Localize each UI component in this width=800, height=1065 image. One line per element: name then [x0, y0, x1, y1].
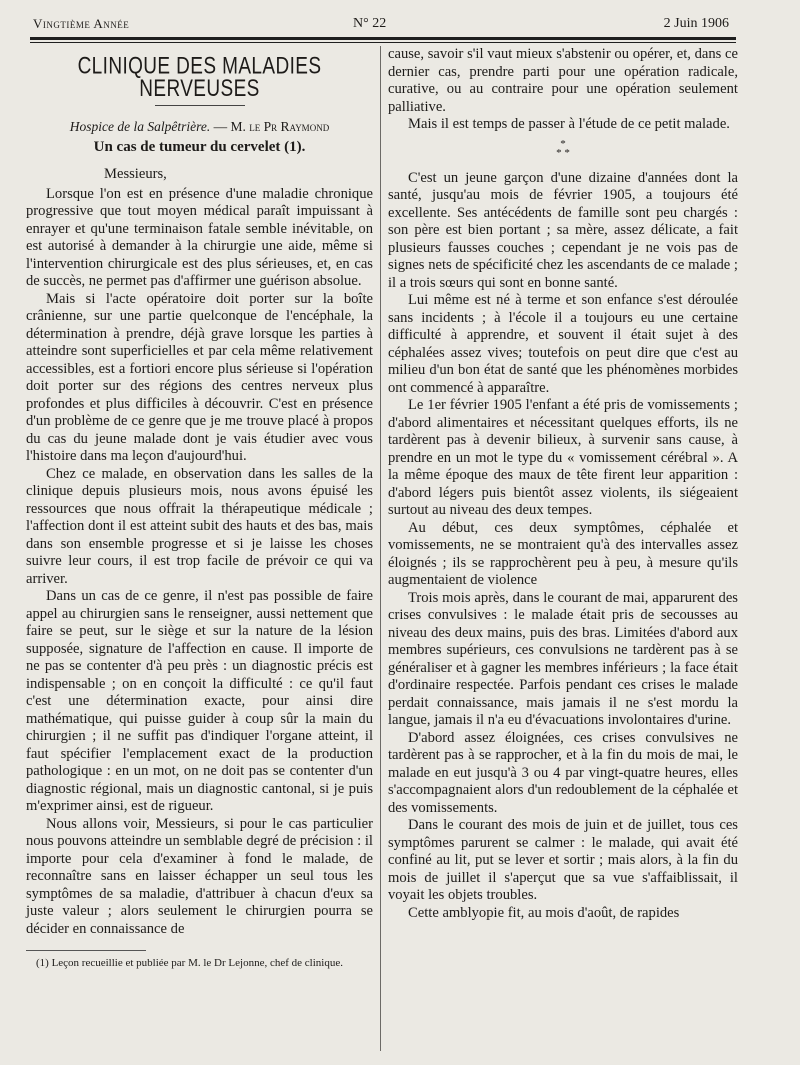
left-column	[26, 52, 373, 1052]
paragraph: Trois mois après, dans le courant de mai, apparurent des crises convulsives : le malade était pris de secousses au niveau des deux mains, puis des bras. Limitées d'abord aux membres supérieurs, ces convulsions ne tardèrent pas à se généraliser et à gagner les membres inférieurs ; la face était d'ordinaire respectée. Parfois pendant ces crises le malade perdait connaissance, mais jamais il ne s'est mordu la langue, jamais il n'a eu d'évacuations involontaires d'urine.	[388, 589, 738, 728]
paragraph: Mais il est temps de passer à l'étude de ce petit malade.	[408, 116, 730, 132]
lecture-title: Un cas de tumeur du cervelet (1).	[93, 138, 306, 155]
footnote-rule	[26, 950, 146, 951]
asterism-top: *	[560, 137, 566, 150]
paragraph: C'est un jeune garçon d'une dizaine d'années dont la santé, jusqu'au mois de février 1905, a toujours été excellente. Ses antécédents de famille sont peu chargés : son père est bien portant ; sa mère, assez délicate, a fait plusieurs fausses couches ; cependant je ne vois pas de signes nets de spécificité chez les ascendants de ce malade ; il a trois sœurs qui sont en bonne santé.	[388, 169, 738, 291]
paragraph-continued: cause, savoir s'il vaut mieux s'abstenir ou opérer, et, dans ce dernier cas, prendre parti pour une opération radicale, curative, ou au contraire pour une opération seulement palliative.	[388, 46, 738, 115]
footnote: (1) Leçon recueillie et publiée par M. le Dr Lejonne, chef de clinique.	[36, 957, 343, 969]
paragraph: Au début, ces deux symptômes, céphalée et vomissements, ne se montraient qu'à des intervalles assez éloignés ; ils se rapprochèrent peu à peu, à mesure qu'ils augmentaient de violence	[388, 519, 738, 588]
header-rule-thick	[30, 37, 736, 40]
paragraph: Mais si l'acte opératoire doit porter sur la boîte crânienne, sur une partie quelconque de l'encéphale, la détermination à prendre, déjà grave lorsque les parties à atteindre sont superficielles et par cela même relativement accessibles, est a fortiori encore plus sérieuse si l'opération doit porter sur des régions des centres nerveux plus profondes et plus difficiles à découvrir. C'est en présence d'un problème de ce genre que je me trouve placé à propos du cas du jeune malade dont je vais étudier avec vous l'histoire dans ma leçon d'aujourd'hui.	[26, 290, 373, 464]
section-title-rule	[155, 105, 245, 106]
paragraph: Lui même est né à terme et son enfance s'est déroulée sans incidents ; à l'école il a toujours eu une certaine difficulté à apprendre, et souvent il était sujet à des céphalées assez vives; toutefois on peut dire que c'est au milieu d'un bon état de santé que les phénomènes morbides ont commencé à apparaître.	[388, 292, 738, 396]
column-divider	[380, 46, 381, 1051]
salutation: Messieurs,	[104, 166, 167, 182]
issue-date: 2 Juin 1906	[663, 16, 729, 31]
paragraph: Chez ce malade, en observation dans les salles de la clinique depuis plusieurs mois, nous avons épuisé les ressources que nous offrait la thérapeutique médicale ; l'affection dont il est atteint subit des hauts et des bas, mais dans son ensemble progresse et si je laisse les choses suivre leur cours, il est trop facile de prévoir ce qui va arriver.	[26, 465, 373, 587]
volume-label: Vingtième Année	[33, 16, 130, 31]
paragraph: Cette amblyopie fit, au mois d'août, de rapides	[408, 904, 680, 921]
paragraph: Nous allons voir, Messieurs, si pour le cas particulier nous pouvons atteindre un semblable degré de précision : il importe pour cela d'examiner à fond le malade, de reconnaître sans en laisser échapper un seul tous les symptômes de sa maladie, d'attribuer à chacun d'eux sa juste valeur ; alors seulement le chirurgien pourra se décider en connaissance de	[26, 815, 373, 937]
section-title: CLINIQUE DES MALADIES NERVEUSES	[77, 53, 322, 102]
asterism-bottom: * *	[556, 146, 570, 159]
asterism-ornament	[388, 137, 738, 159]
paragraph: Le 1er février 1905 l'enfant a été pris de vomissements ; d'abord alimentaires et nécessitant quelques efforts, ils ne tardèrent pas à devenir bilieux, à survenir sans cause, à prendre en un mot le type du « vomissement cérébral ». A la même époque des maux de tête firent leur apparition : d'abord légers puis bientôt assez violents, ils siégeaient surtout au niveau des deux tempes.	[388, 397, 738, 518]
paragraph: Lorsque l'on est en présence d'une maladie chronique progressive que tout moyen médical paraît impuissant à enrayer et qu'une terminaison fatale semble inévitable, on est autorisé à demander à la chirurgie une aide, même si l'intervention chirurgicale est des plus sérieuses, et, en cas de succès, ne permet pas d'affirmer une guérison absolue.	[26, 185, 373, 289]
issue-number: N° 22	[353, 16, 387, 31]
right-column	[388, 46, 738, 1056]
paragraph: D'abord assez éloignées, ces crises convulsives ne tardèrent pas à se rapprocher, et à la fin du mois de mai, le malade en eut jusqu'à 3 ou 4 par vingt-quatre heures, elles s'accompagnaient alors d'un redoublement de la céphalée et des vomissements.	[388, 729, 738, 816]
byline-hospital: Hospice de la Salpêtrière.	[69, 119, 211, 134]
byline	[26, 118, 373, 136]
running-head	[33, 16, 729, 36]
header-rule-thin	[30, 42, 736, 43]
paragraph: Dans le courant des mois de juin et de juillet, tous ces symptômes parurent se calmer : le malade, qui avait été confiné au lit, put se lever et sortir ; mais alors, à la fin du mois de juillet il s'aperçut que sa vue s'affaiblissait, il voyait les objets troubles.	[388, 817, 738, 903]
paragraph: Dans un cas de ce genre, il n'est pas possible de faire appel au chirurgien sans le renseigner, aussi nettement que faire se peut, sur le siège et sur la nature de la lésion supposée, signature de l'affection en cause. Il importe de ne pas se contenter d'à peu près : un diagnostic précis est indispensable ; on en conçoit la difficulté : ce qu'il faut c'est une détermination exacte, pour ainsi dire mathématique, qui puisse guider à coup sûr la main du chirurgien ; il ne suffit pas d'indiquer l'organe atteint, il faut spécifier l'emplacement exact de la production pathologique : en un mot, on ne doit pas se contenter d'un diagnostic régional, mais un diagnostic cantonal, si je puis m'exprimer ainsi, est de rigueur.	[26, 588, 373, 814]
byline-author: — M. le Pr Raymond	[213, 119, 330, 134]
